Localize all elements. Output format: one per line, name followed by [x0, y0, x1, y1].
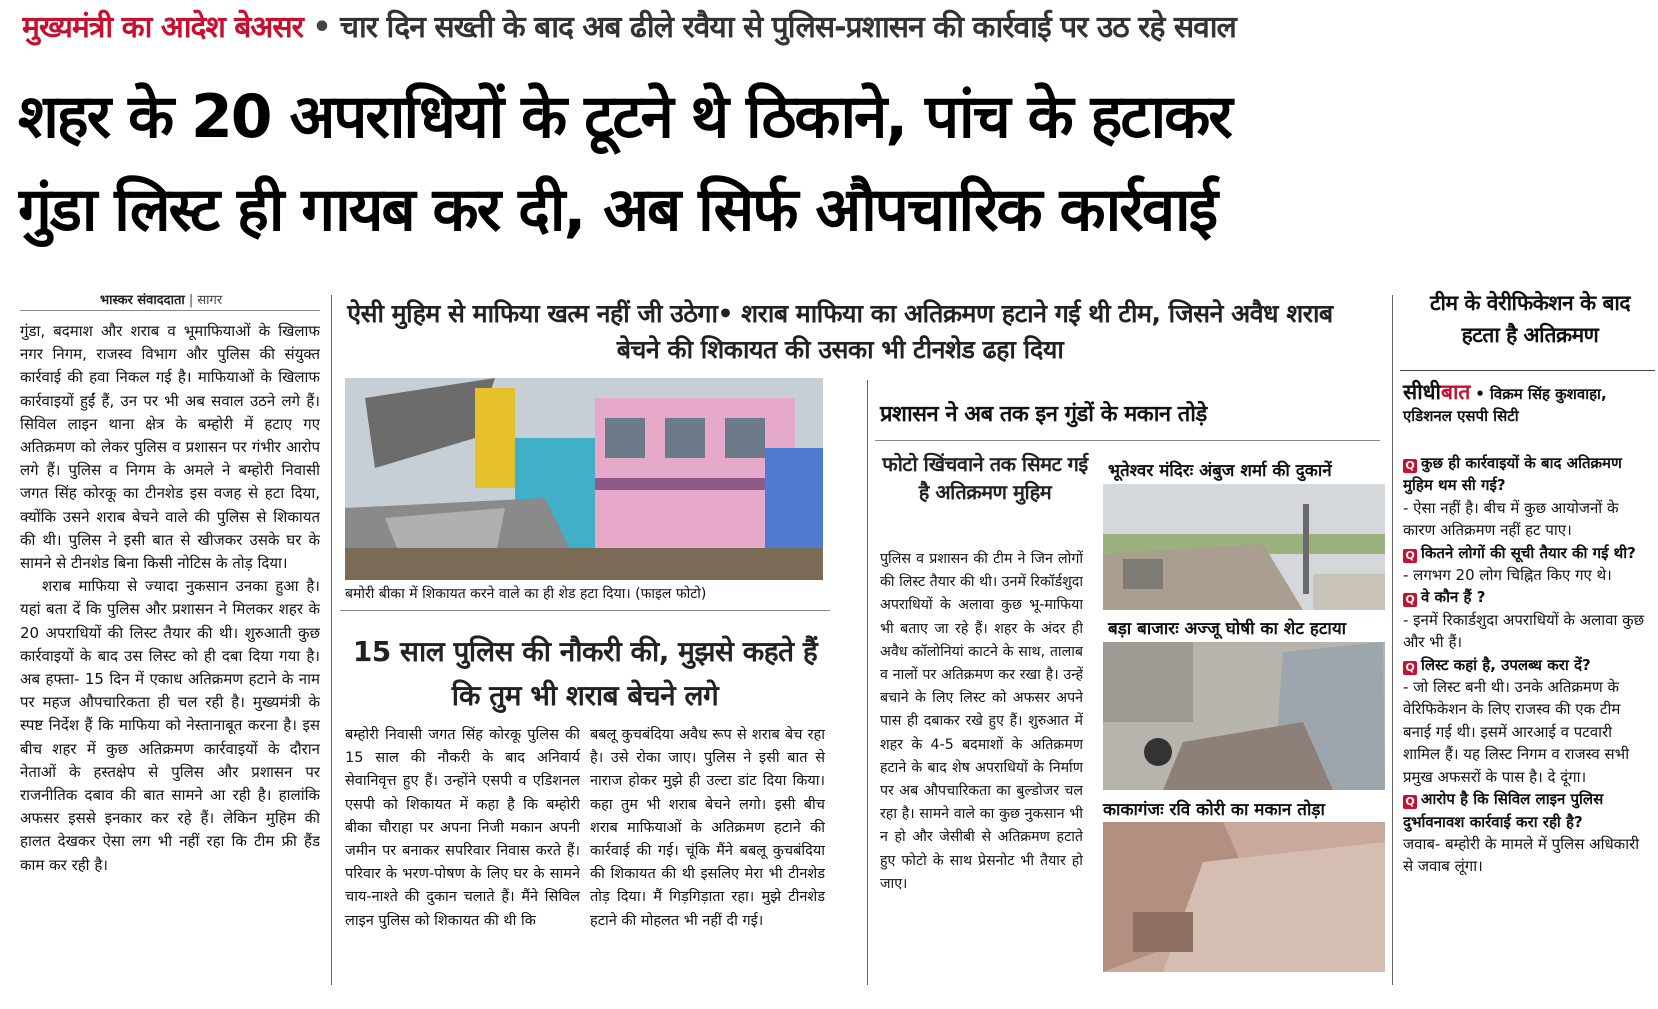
main-article-column: [20, 320, 320, 980]
photo-2: [1103, 484, 1385, 610]
photo-3-art: [1103, 642, 1385, 790]
byline: भास्कर संवाददाता | सागर: [100, 293, 223, 308]
answer: जवाब- बम्होरी के मामले में पुलिस अधिकारी से जवाब लूंगा।: [1403, 834, 1640, 876]
question: Q लिस्ट कहां है, उपलब्ध करा दें?: [1403, 654, 1653, 676]
quote-column-2-text: बबलू कुचबंदिया अवैध रूप से शराब बेच रहा है। उसे रोका जाए। पुलिस ने इसी बात से नाराज होकर मुझे ही उल्टा डांट दिया किया। कहा तुम भी शराब बेचने लगो। इसी बीच शराब माफियाओं के अतिक्रमण हटाने की कार्रवाई की गई। चूंकि मैंने बबलू कुचबंदिया की शिकायत की थी इसलिए मेरा भी टीनशेड तोड़ दिया। मैं गिड़गिड़ाता रहा। मुझे टीनशेड हटाने की मोहलत भी नहीं दी गई।: [590, 727, 825, 929]
demolition-photo: [345, 378, 823, 580]
question-icon: Q: [1403, 795, 1417, 809]
answer: - ऐसा नहीं है। बीच में कुछ आयोजनों के कारण अतिक्रमण नहीं हट पाए।: [1403, 498, 1619, 540]
kicker-red: मुख्यमंत्री का आदेश बेअसर: [22, 10, 303, 45]
qa-list: [1403, 452, 1653, 982]
qa-item: [1403, 788, 1653, 878]
kicker-subtitle: चार दिन सख्ती के बाद अब ढीले रवैया से पुलिस-प्रशासन की कार्रवाई पर उठ रहे सवाल: [339, 10, 1236, 45]
question-icon: Q: [1403, 549, 1417, 563]
column-divider-1: [331, 295, 332, 985]
quote-column-2: [590, 724, 825, 980]
right-title: टीम के वेरीफिकेशन के बाद हटता है अतिक्रमण: [1429, 291, 1631, 347]
question-icon: Q: [1403, 661, 1417, 675]
photo-label-1: भूतेश्वर मंदिरः अंबुज शर्मा की दुकानें: [1108, 461, 1332, 481]
question-icon: Q: [1403, 459, 1417, 473]
box-title: प्रशासन ने अब तक इन गुंडों के मकान तोड़े: [880, 402, 1207, 427]
question-icon: Q: [1403, 593, 1417, 607]
byline-rule: [20, 310, 320, 311]
answer: - इनमें रिकार्डशुदा अपराधियों के अलावा कुछ और भी हैं।: [1403, 610, 1645, 652]
box-title-rule: [875, 440, 1380, 441]
question: Q कितने लोगों की सूची तैयार की गई थी?: [1403, 542, 1653, 564]
photo-3: [1103, 642, 1385, 790]
qa-item: [1403, 654, 1653, 788]
interview-header: [1403, 381, 1653, 427]
column-divider-3: [1392, 295, 1393, 985]
question: Q कुछ ही कार्रवाइयों के बाद अतिक्रमण मुहिम थम सी गई?: [1403, 454, 1622, 495]
column-divider-2: [867, 380, 868, 985]
headline-line-1: शहर के 20 अपराधियों के टूटने थे ठिकाने, पांच के हटाकर: [18, 82, 1231, 152]
demolition-photo-art: [345, 378, 823, 580]
byline-agency: भास्कर संवाददाता: [100, 293, 185, 308]
kicker-line: [22, 6, 1652, 50]
seedhi-label: सीधी: [1403, 380, 1441, 404]
box-subheading: फोटो खिंचवाने तक सिमट गई है अतिक्रमण मुहिम: [882, 452, 1088, 504]
photo-label-3: काकागंजः रवि कोरी का मकान तोड़ा: [1103, 800, 1325, 820]
headline-line-2: गुंडा लिस्ट ही गायब कर दी, अब सिर्फ औपचारिक कार्रवाई: [18, 175, 1217, 245]
question: Q वे कौन हैं ?: [1403, 586, 1653, 608]
interviewee: • विक्रम सिंह कुशवाहा, एडिशनल एसपी सिटी: [1403, 385, 1607, 425]
main-paragraph-1: गुंडा, बदमाश और शराब व भूमाफियाओं के खिलाफ नगर निगम, राजस्व विभाग और पुलिस की संयुक्त कार्रवाई की हवा निकल गई है। माफियाओं के खिलाफ कार्रवाइयों हुईं हैं, उन पर भी अब सवाल उठने लगे हैं। सिविल लाइन थाना क्षेत्र के बम्होरी में हटाए गए अतिक्रमण को लेकर पुलिस व प्रशासन पर गंभीर आरोप लगे हैं। पुलिस व निगम के अमले ने बम्होरी निवासी जगत सिंह कोरकू का टीनशेड इस वजह से हटा दिया, क्योंकि उसने शराब बेचने वाले की पुलिस से शिकायत की थी। पुलिस ने इसी बात से खीजकर उसके घर के सामने से टीनशेड बिना किसी नोटिस के तोड़ दिया।: [20, 322, 320, 573]
box-text-column: [880, 548, 1083, 978]
qa-item: [1403, 452, 1653, 542]
byline-place: सागर: [197, 293, 223, 308]
box-text: पुलिस व प्रशासन की टीम ने जिन लोगों की लिस्ट तैयार की थी। उनमें रिकॉर्डशुदा अपराधियों के अलावा कुछ भू-माफिया भी बताए जा रहे हैं। शहर के अंदर ही अवैध कॉलोनियां काटने के साथ, तालाब व नालों पर अतिक्रमण कर रखा है। उन्हें बचाने के लिए लिस्ट को अफसर अपने पास ही दबाकर रखे हुए हैं। शुरुआत में शहर के 4-5 बदमाशों के अतिक्रमण हटाने के बाद शेष अपराधियों के निर्माण पर अब औपचारिकता का बुल्डोजर चल रहा है। सामने वाले का कुछ नुकसान भी न हो और जेसीबी से अतिक्रमण हटाते हुए फोटो के साथ प्रेसनोट भी तैयार हो जाए।: [880, 551, 1083, 892]
answer: - जो लिस्ट बनी थी। उनके अतिक्रमण के वेरिफिकेशन के लिए राजस्व की एक टीम बनाई गई थी। इसमें आरआई व पटवारी शामिल हैं। यह लिस्ट निगम व राजस्व सभी प्रमुख अफसरों के पास है। दे दूंगा।: [1403, 678, 1630, 786]
kicker-separator: •: [302, 10, 340, 45]
answer: - लगभग 20 लोग चिह्नित किए गए थे।: [1403, 566, 1612, 585]
qa-item: [1403, 586, 1653, 653]
photo1-caption: बमोरी बीका में शिकायत करने वाले का ही शेड हटा दिया। (फाइल फोटो): [345, 586, 707, 602]
qa-item: [1403, 542, 1653, 587]
quote-heading: 15 साल पुलिस की नौकरी की, मुझसे कहते हैं कि तुम भी शराब बेचने लगे: [352, 635, 818, 712]
baat-label: बात: [1441, 380, 1471, 404]
quote-column-1: [345, 724, 580, 980]
photo-4: [1103, 822, 1385, 972]
photo-4-art: [1103, 822, 1385, 972]
quote-column-1-text: बम्होरी निवासी जगत सिंह कोरकू पुलिस की 15 साल की नौकरी के बाद अनिवार्य सेवानिवृत्त हुए हैं। उन्होंने एसपी व एडिशनल एसपी को शिकायत में कहा है कि बम्होरी बीका चौराहा पर अपना निजी मकान अपनी जमीन पर बनाकर सपरिवार निवास करते हैं। परिवार के भरण-पोषण के लिए घर के सामने चाय-नाश्ते की दुकान चलाते हैं। मैंने सिविल लाइन पुलिस को शिकायत की थी कि: [345, 727, 580, 929]
photo-2-art: [1103, 484, 1385, 610]
deck-heading: ऐसी मुहिम से माफिया खत्म नहीं जी उठेगा• शराब माफिया का अतिक्रमण हटाने गई थी टीम, जिसने अवैध शराब बेचने की शिकायत की उसका भी टीनशेड ढहा दिया: [347, 299, 1333, 364]
main-paragraph-2: शराब माफिया से ज्यादा नुकसान उनका हुआ है। यहां बता दें कि पुलिस और प्रशासन ने मिलकर शहर के 20 अपराधियों की लिस्ट तैयार की थी। शुरुआती कुछ कार्रवाइयों के बाद उस लिस्ट को ही दबा दिया गया है। अब हफ्ता- 15 दिन में एकाध अतिक्रमण हटाने के नाम पर महज औपचारिकता ही चल रही है। मुख्यमंत्री के स्पष्ट निर्देश हैं कि माफिया को नेस्तानाबूत करना है। इस बीच शहर में कुछ अतिक्रमण कार्रवाइयों के दौरान नेताओं के हस्तक्षेप से पुलिस और प्रशासन पर राजनीतिक दबाव की बात सामने आ रही है। हालांकि अफसर इससे इनकार कर रहे हैं। लेकिन मुहिम की हालत देखकर ऐसा लग भी नहीं रहा कि टीम फ्री हैंड काम कर रही है।: [20, 577, 320, 874]
photo-label-2: बड़ा बाजारः अज्जू घोषी का शेट हटाया: [1108, 619, 1347, 639]
caption-rule: [340, 610, 830, 611]
question: Q आरोप है कि सिविल लाइन पुलिस दुर्भावनावश कार्रवाई करा रही है?: [1403, 790, 1604, 831]
right-title-rule: [1400, 370, 1655, 371]
